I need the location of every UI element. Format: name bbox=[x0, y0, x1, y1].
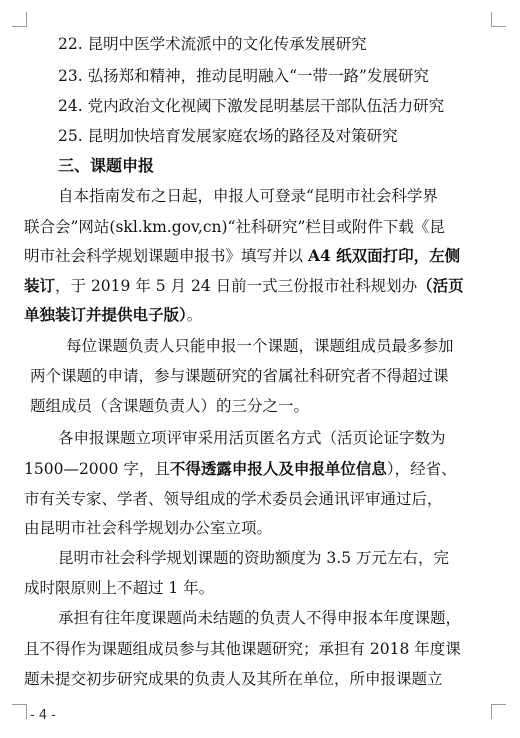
text-run-bold: （活页 bbox=[417, 276, 464, 295]
paragraph-line bbox=[24, 305, 202, 325]
text-run: 明市社会科学规划课题申报书》填写并以 bbox=[24, 247, 308, 265]
text-run-bold: 不得透露申报人及申报单位信息 bbox=[169, 459, 387, 478]
page-corner-mark-br bbox=[491, 704, 506, 719]
page-corner-mark-bl bbox=[12, 704, 27, 719]
page-number: - 4 - bbox=[30, 708, 56, 723]
paragraph-line: 且不得作为课题组成员参与其他课题研究；承担有 2018 年度课 bbox=[24, 640, 461, 658]
text-run: 1500—2000 字，且 bbox=[24, 460, 170, 478]
paragraph-line: 题未提交初步研究成果的负责人及其所在单位，所申报课题立 bbox=[24, 670, 443, 688]
paragraph-line: 由昆明市社会科学规划办公室立项。 bbox=[24, 519, 273, 537]
paragraph-line: 成时限原则上不超过 1 年。 bbox=[24, 579, 215, 597]
paragraph-line: 两个课题的申请，参与课题研究的省属社科研究者不得超过课 bbox=[30, 367, 449, 385]
list-item: 24. 党内政治文化视阈下激发昆明基层干部队伍活力研究 bbox=[58, 97, 445, 115]
text-run-bold: 装订 bbox=[24, 276, 56, 295]
text-run: ），经省、 bbox=[386, 460, 457, 478]
paragraph-line: 每位课题负责人只能申报一个课题，课题组成员最多参加 bbox=[66, 337, 454, 355]
paragraph-line bbox=[24, 276, 464, 296]
paragraph-line: 昆明市社会科学规划课题的资助额度为 3.5 万元左右，完 bbox=[58, 549, 450, 567]
paragraph-line: 题组成员（含课题负责人）的三分之一。 bbox=[30, 397, 310, 415]
list-item: 22. 昆明中医学术流派中的文化传承发展研究 bbox=[58, 35, 367, 53]
paragraph-line bbox=[24, 459, 457, 479]
paragraph-line: 自本指南发布之日起，申报人可登录“昆明市社会科学界 bbox=[58, 187, 438, 205]
section-heading: 三、课题申报 bbox=[58, 156, 155, 175]
list-item: 25. 昆明加快培育发展家庭农场的路径及对策研究 bbox=[58, 127, 398, 145]
paragraph-line: 承担有往年度课题尚未结题的负责人不得申报本年度课题， bbox=[58, 609, 462, 627]
text-run-bold: 单独装订并提供电子版） bbox=[24, 305, 187, 324]
paragraph-line: 市有关专家、学者、领导组成的学术委员会通讯评审通过后， bbox=[24, 490, 443, 508]
list-item: 23. 弘扬郑和精神，推动昆明融入“一带一路”发展研究 bbox=[58, 67, 429, 85]
page-corner-mark-tr bbox=[491, 12, 506, 27]
paragraph-line: 联合会”网站(skl.km.gov,cn)“社科研究”栏目或附件下载《昆 bbox=[24, 218, 445, 236]
text-run: ，于 2019 年 5 月 24 日前一式三份报市社科规划办 bbox=[55, 277, 418, 295]
page-corner-mark-tl bbox=[12, 12, 27, 27]
paragraph-line bbox=[24, 246, 460, 266]
text-run: 。 bbox=[186, 306, 203, 324]
paragraph-line: 各申报课题立项评审采用活页匿名方式（活页论证字数为 bbox=[58, 429, 446, 447]
text-run-bold: A4 纸双面打印，左侧 bbox=[307, 246, 461, 265]
